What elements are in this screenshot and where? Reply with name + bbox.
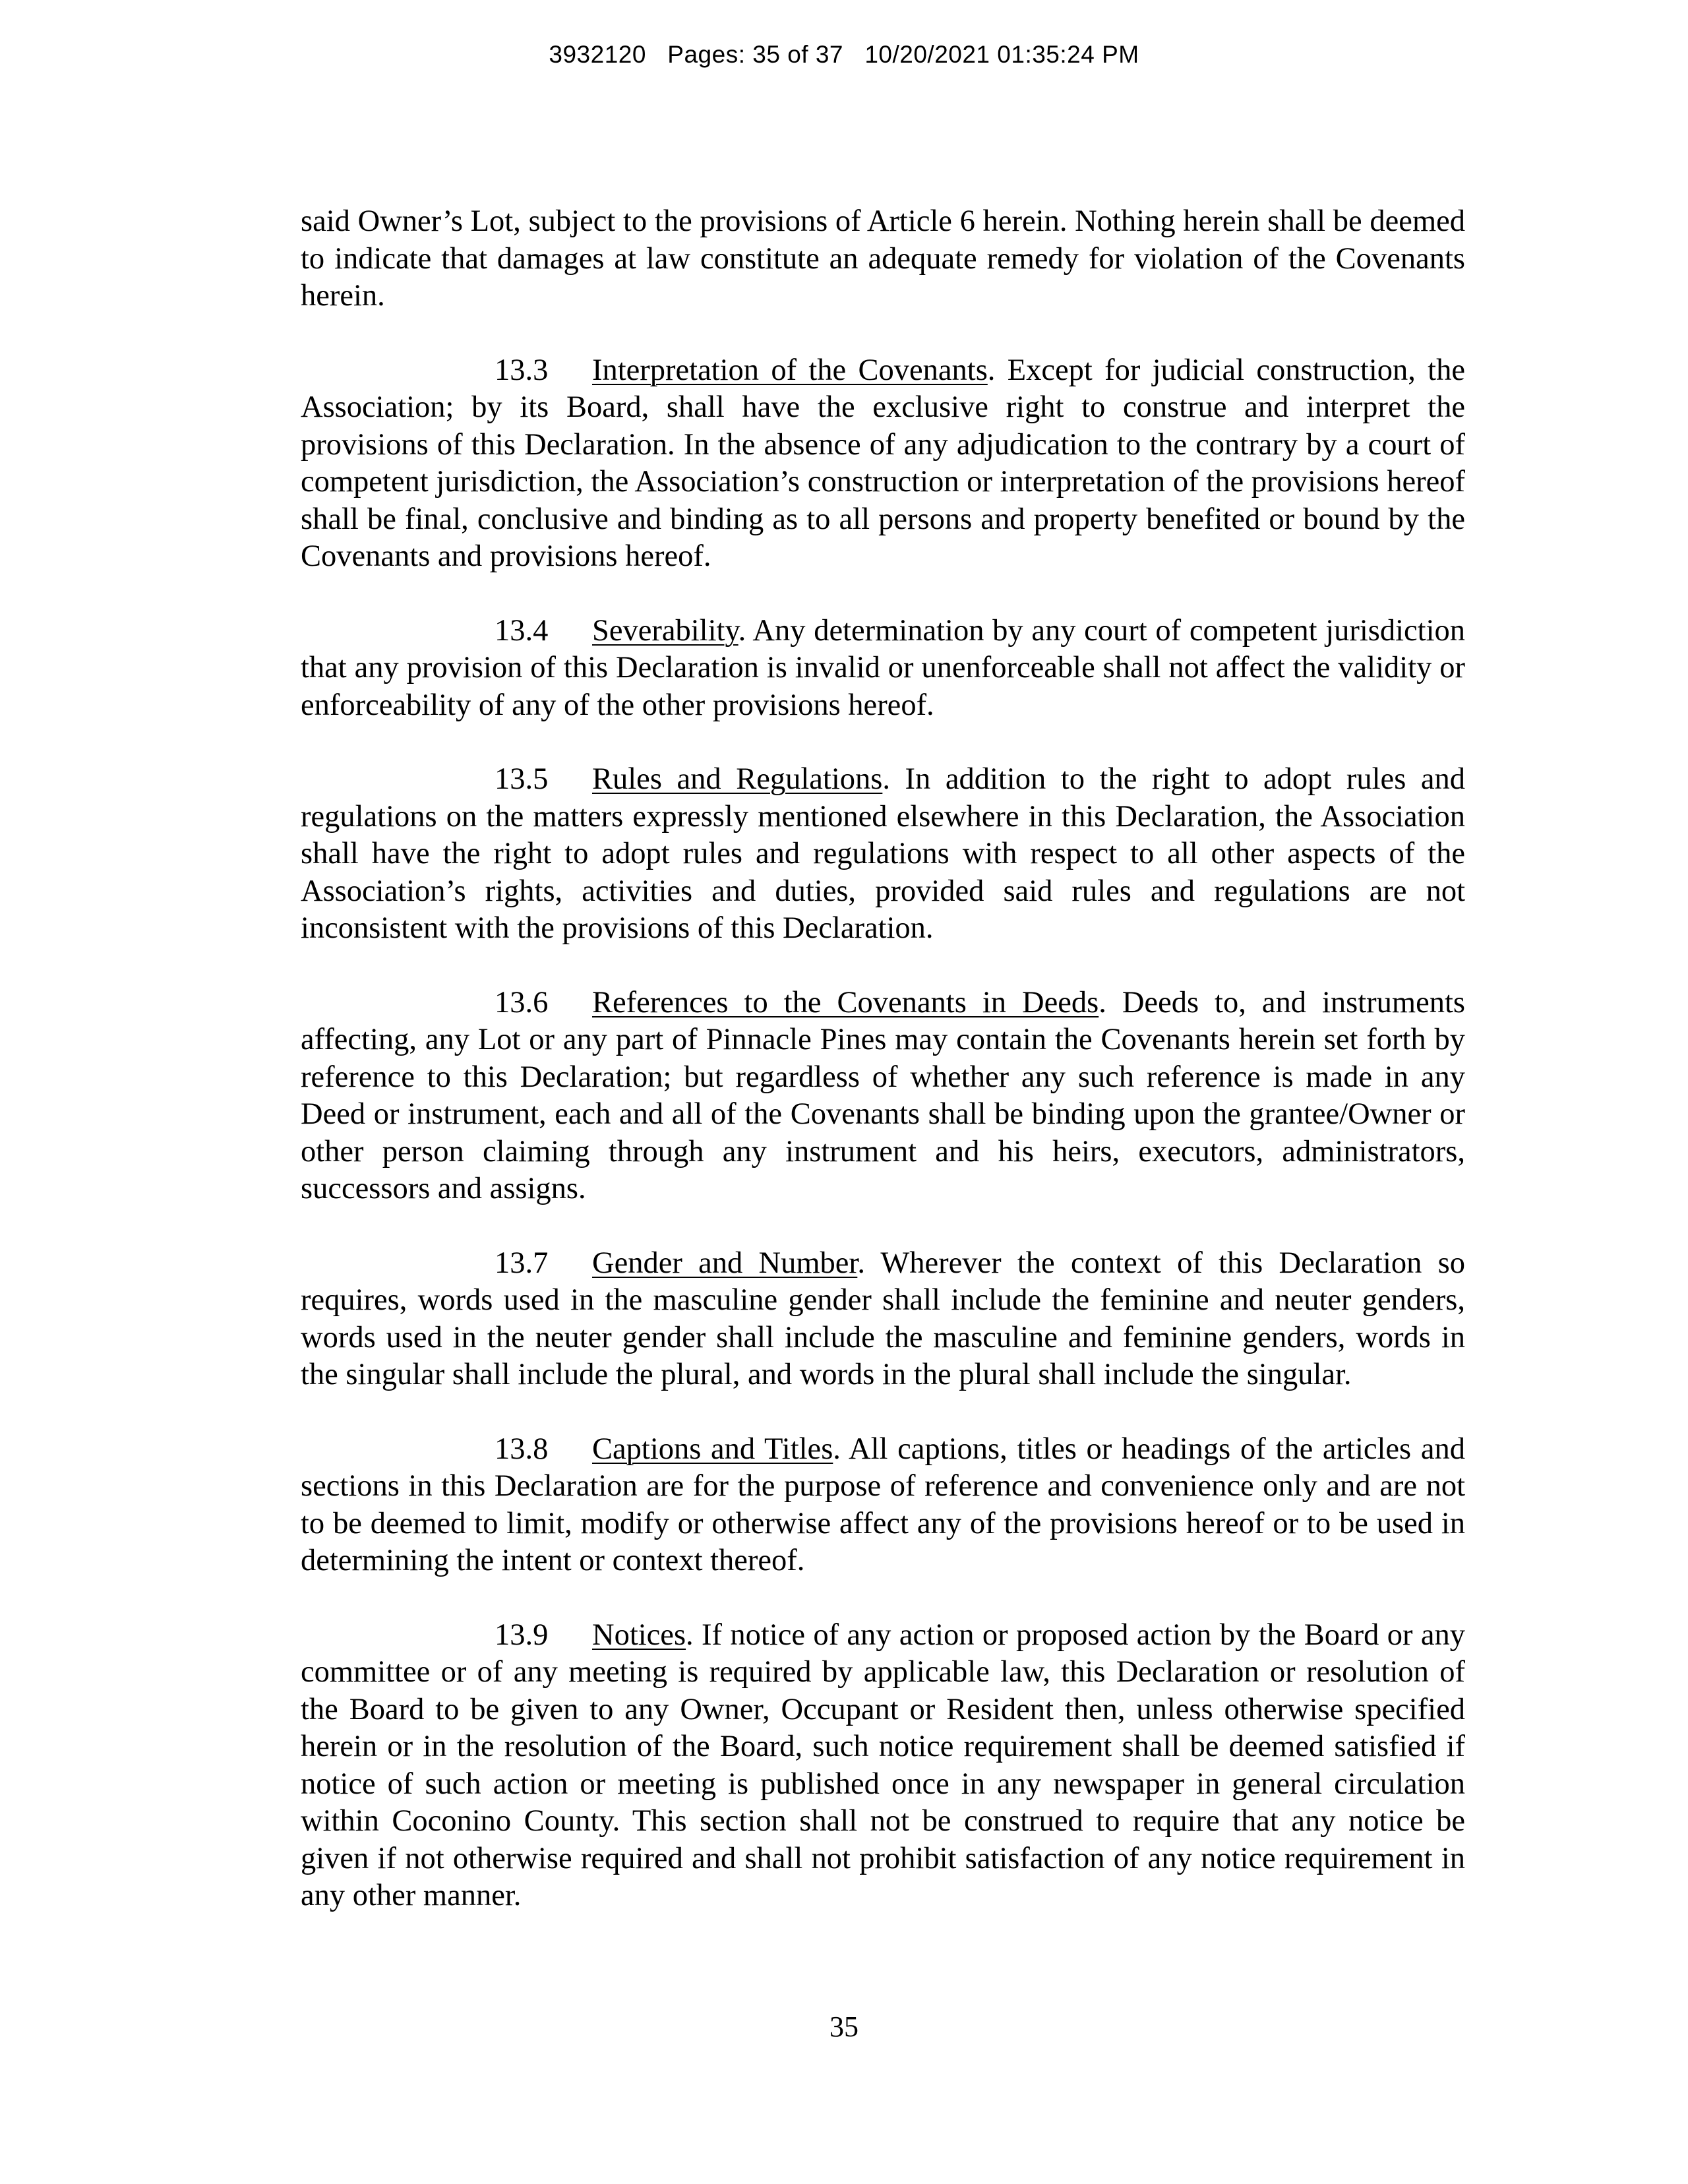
section-heading: References to the Covenants in Deeds [592,985,1099,1019]
section-text: . All captions, titles or headings of the articles and sections in this Declaration are for the purpose of reference and convenience only and are not to be deemed to limit, modify or otherwise affect any of the provisions hereof or to be used in determining the intent or context thereof. [301,1432,1465,1577]
intro-paragraph: said Owner’s Lot, subject to the provisions of Article 6 herein. Nothing herein shall be deemed to indicate that damages at law constitute an adequate remedy for violation of the Covenants herein. [301,204,1465,313]
section-13-4 [301,613,1465,725]
section-text: . Except for judicial construction, the Association; by its Board, shall have the exclusive right to construe and interpret the provisions of this Declaration. In the absence of any adjudication to the contrary by a court of competent jurisdiction, the Association’s construction or interpretation of the provisions hereof shall be final, conclusive and binding as to all persons and property benefited or bound by the Covenants and provisions hereof. [301,353,1465,573]
section-text: . If notice of any action or proposed action by the Board or any committee or of any meeting is required by applicable law, this Declaration or resolution of the Board to be given to any Owner, Occupant or Resident then, unless otherwise specified herein or in the resolution of the Board, such notice requirement shall be deemed satisfied if notice of such action or meeting is published once in any newspaper in general circulation within Coconino County. This section shall not be construed to require that any notice be given if not otherwise required and shall not prohibit satisfaction of any notice requirement in any other manner. [301,1618,1465,1912]
document-body [301,203,1465,1952]
section-heading: Notices [592,1618,686,1652]
section-heading: Rules and Regulations [592,762,883,796]
section-number: 13.6 [495,985,549,1019]
section-13-7 [301,1245,1465,1394]
section-heading: Interpretation of the Covenants [592,353,988,387]
section-heading: Captions and Titles [592,1432,833,1466]
section-text: . Wherever the context of this Declaration so requires, words used in the masculine gender shall include the feminine and neuter genders, words used in the neuter gender shall include the masculine and feminine genders, words in the singular shall include the plural, and words in the plural shall include the singular. [301,1246,1465,1391]
section-text: . Any determination by any court of competent jurisdiction that any provision of this Declaration is invalid or unenforceable shall not affect the validity or enforceability of any of the other provisions hereof. [301,613,1465,722]
section-number: 13.9 [495,1618,549,1652]
section-number: 13.5 [495,762,549,796]
section-heading: Gender and Number [592,1246,858,1280]
section-number: 13.4 [495,613,549,648]
section-text: . In addition to the right to adopt rules and regulations on the matters expressly mentioned elsewhere in this Declaration, the Association shall have the right to adopt rules and regulations with respect to all other aspects of the Association’s rights, activities and duties, provided said rules and regulations are not inconsistent with the provisions of this Declaration. [301,762,1465,945]
section-number: 13.7 [495,1246,549,1280]
section-heading: Severability [592,613,738,648]
section-13-8 [301,1431,1465,1580]
section-13-6 [301,985,1465,1208]
section-13-3 [301,352,1465,576]
section-13-9 [301,1617,1465,1915]
section-13-5 [301,761,1465,948]
section-number: 13.8 [495,1432,549,1466]
recording-stamp: 3932120 Pages: 35 of 37 10/20/2021 01:35:24 PM [549,41,1139,68]
section-number: 13.3 [495,353,549,387]
section-text: . Deeds to, and instruments affecting, any Lot or any part of Pinnacle Pines may contain the Covenants herein set forth by reference to this Declaration; but regardless of whether any such reference is made in any Deed or instrument, each and all of the Covenants shall be binding upon the grantee/Owner or other person claiming through any instrument and his heirs, executors, administrators, successors and assigns. [301,985,1465,1205]
page-number: 35 [829,2011,859,2043]
